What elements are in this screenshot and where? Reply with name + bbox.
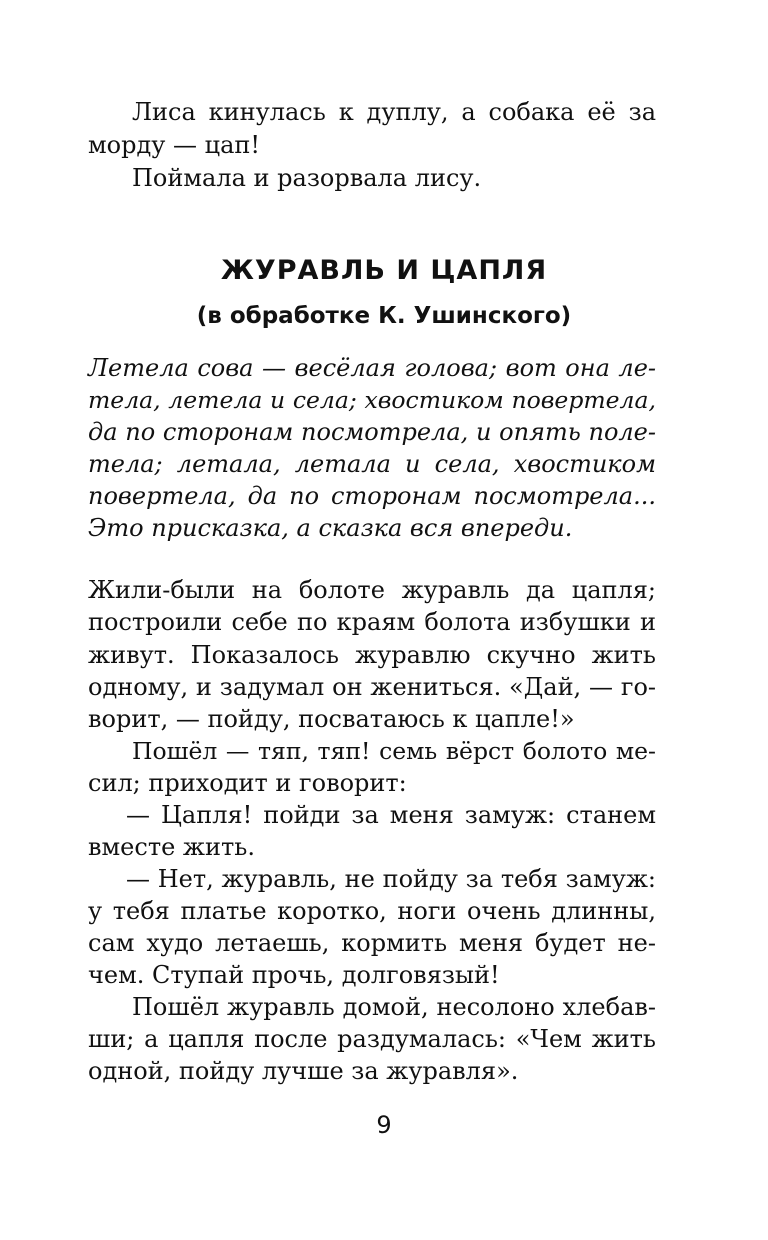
body-line: одному, и задумал он жениться. «Дай, — го- [88, 673, 656, 701]
page-number: 9 [376, 1111, 392, 1139]
body-line: сил; приходит и говорит: [88, 769, 407, 797]
intro-line: тела, летела и села; хвостиком повертела, [88, 386, 656, 414]
dialogue-line: чем. Ступай прочь, долговязый! [88, 961, 500, 989]
dialogue-line: — Нет, журавль, не пойду за тебя замуж: [126, 865, 656, 893]
body-line: Пошёл — тяп, тяп! семь вёрст болото ме- [132, 737, 656, 765]
intro-line: тела; летала, летала и села, хвостиком [88, 450, 656, 478]
body-line: одной, пойду лучше за журавля». [88, 1057, 519, 1085]
body-line: построили себе по краям болота избушки и [88, 608, 656, 636]
dialogue-line: у тебя платье коротко, ноги очень длинны, [88, 897, 656, 925]
prev-story-line: Поймала и разорвала лису. [132, 164, 482, 192]
intro-line: Летела сова — весёлая голова; вот она ле- [88, 354, 656, 382]
intro-line: да по сторонам посмотрела, и опять поле- [88, 418, 656, 446]
prev-story-line: Лиса кинулась к дуплу, а собака её за [132, 98, 656, 126]
dialogue-line: сам худо летаешь, кормить меня будет не- [88, 929, 656, 957]
intro-line: Это присказка, а сказка вся впереди. [88, 514, 573, 542]
dialogue-line: вместе жить. [88, 833, 255, 861]
body-line: Жили-были на болоте журавль да цапля; [88, 576, 656, 604]
body-line: ши; а цапля после раздумалась: «Чем жить [88, 1025, 656, 1053]
prev-story-line: морду — цап! [88, 131, 261, 159]
dialogue-line: — Цапля! пойди за меня замуж: станем [126, 801, 656, 829]
story-subtitle: (в обработке К. Ушинского) [196, 303, 572, 329]
body-line: ворит, — пойду, посватаюсь к цапле!» [88, 705, 575, 733]
story-title: ЖУРАВЛЬ И ЦАПЛЯ [220, 255, 548, 286]
body-line: Пошёл журавль домой, несолоно хлебав- [132, 993, 656, 1021]
intro-line: повертела, да по сторонам посмотрела... [88, 482, 656, 510]
body-line: живут. Показалось журавлю скучно жить [88, 641, 656, 669]
